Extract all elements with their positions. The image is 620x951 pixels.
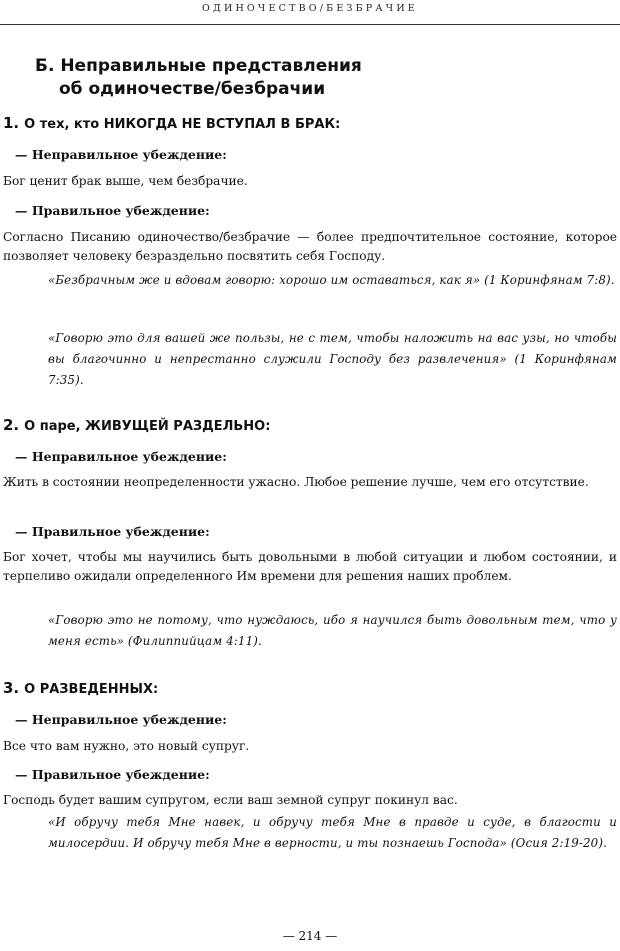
item-2-heading-text: О паре, ЖИВУЩЕЙ РАЗДЕЛЬНО: — [24, 419, 271, 434]
item-3-heading-text: О РАЗВЕДЕННЫХ: — [24, 682, 159, 697]
item-2-wrong-text: Жить в состоянии неопределенности ужасно. Любое решение лучше, чем его отсутствие. — [3, 475, 589, 489]
section-title — [35, 55, 362, 101]
item-1-heading-text: О тех, кто НИКОГДА НЕ ВСТУПАЛ В БРАК: — [24, 117, 341, 132]
page-number: — 214 — — [282, 929, 338, 943]
item-1-number: 1. — [3, 114, 20, 132]
running-head: ОДИНОЧЕСТВО/БЕЗБРАЧИЕ — [202, 3, 418, 14]
item-1-quote-2: «Говорю это для вашей же пользы, не с тем, чтобы наложить на вас узы, но чтобы вы благочинно и непрестанно служили Господу без развлечения» (1 Коринфянам 7:35). — [48, 331, 617, 387]
item-2-right-text: Бог хочет, чтобы мы научились быть довольными в любой ситуации и любом состоянии, и терпеливо ожидали определенного Им времени для решения наших проблем. — [3, 550, 617, 583]
item-1-wrong-text: Бог ценит брак выше, чем безбрачие. — [3, 174, 248, 188]
item-1-right-label: — Правильное убеждение: — [15, 203, 210, 218]
item-1-wrong-label: — Неправильное убеждение: — [15, 147, 227, 162]
item-3-quote-1: «И обручу тебя Мне навек, и обручу тебя Мне в правде и суде, в благости и милосердии. И обручу тебя Мне в верности, и ты познаешь Господа» (Осия 2:19-20). — [48, 815, 617, 850]
item-3-right-text: Господь будет вашим супругом, если ваш земной супруг покинул вас. — [3, 793, 458, 807]
item-3-heading — [3, 679, 158, 699]
item-3-number: 3. — [3, 679, 20, 697]
item-2-wrong-label: — Неправильное убеждение: — [15, 449, 227, 464]
section-title-line2: об одиночестве/безбрачии — [59, 79, 326, 99]
section-title-line1: Б. Неправильные представления — [35, 56, 362, 76]
item-3-wrong-label: — Неправильное убеждение: — [15, 712, 227, 727]
item-2-right-label: — Правильное убеждение: — [15, 524, 210, 539]
item-1-quote-1: «Безбрачным же и вдовам говорю: хорошо им оставаться, как я» (1 Коринфянам 7:8). — [48, 273, 615, 287]
item-3-wrong-text: Все что вам нужно, это новый супруг. — [3, 739, 250, 753]
item-3-right-label: — Правильное убеждение: — [15, 767, 210, 782]
header-rule — [0, 24, 620, 25]
item-2-quote-1: «Говорю это не потому, что нуждаюсь, ибо я научился быть довольным тем, что у меня есть» (Филиппийцам 4:11). — [48, 613, 617, 648]
item-2-heading — [3, 416, 270, 436]
item-1-right-text: Согласно Писанию одиночество/безбрачие — более предпочтительное состояние, которое позволяет человеку безраздельно посвятить себя Господу. — [3, 230, 617, 263]
item-2-number: 2. — [3, 416, 20, 434]
item-1-heading — [3, 114, 340, 134]
